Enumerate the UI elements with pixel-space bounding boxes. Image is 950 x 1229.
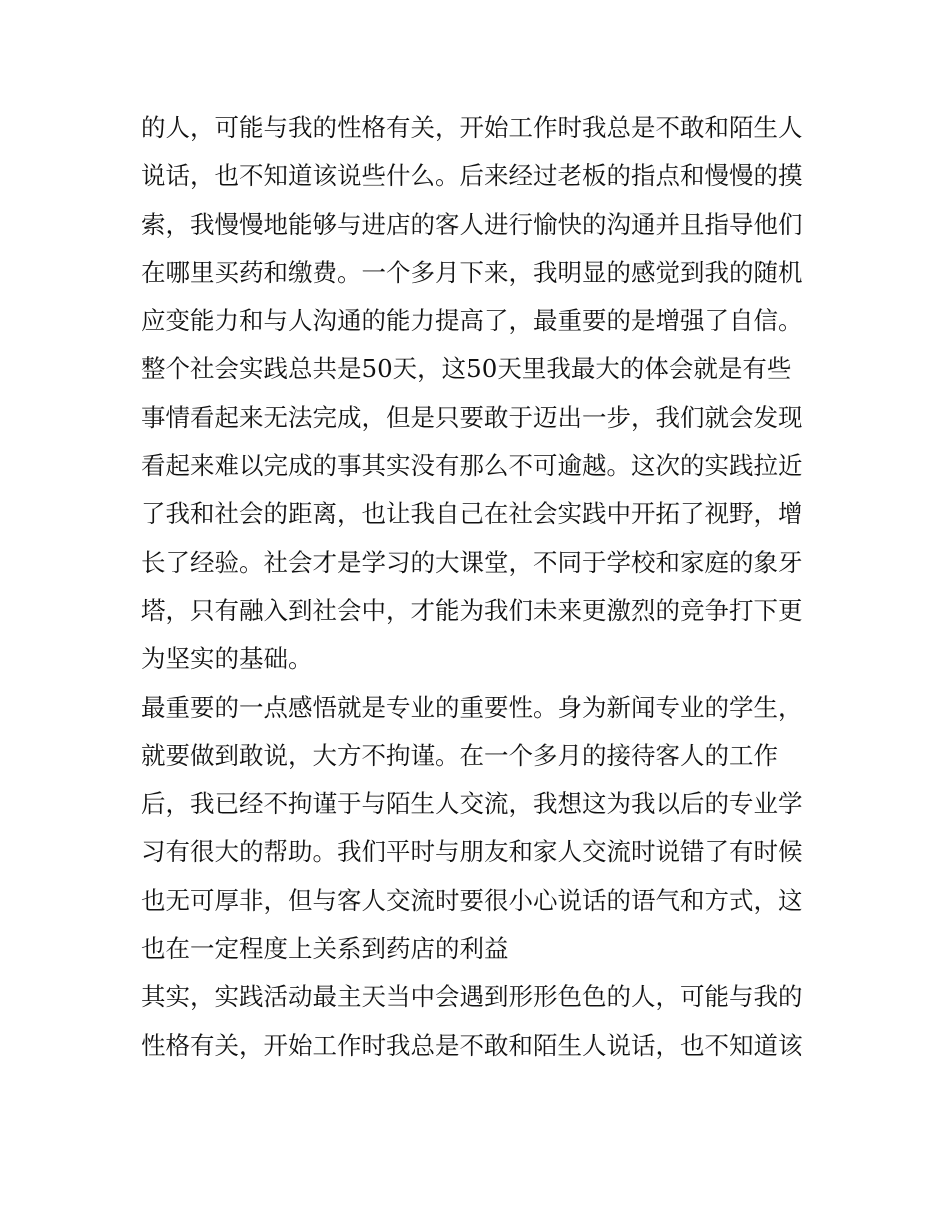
text-line: 后，我已经不拘谨于与陌生人交流，我想这为我以后的专业学	[141, 789, 803, 819]
body-text	[141, 104, 821, 1070]
text-line: 说话，也不知道该说些什么。后来经过老板的指点和慢慢的摸	[141, 161, 803, 191]
text-line: 索，我慢慢地能够与进店的客人进行愉快的沟通并且指导他们	[141, 209, 803, 239]
text-line: 也在一定程度上关系到药店的利益	[141, 934, 509, 964]
text-line: 看起来难以完成的事其实没有那么不可逾越。这次的实践拉近	[141, 451, 803, 481]
text-line: 长了经验。社会才是学习的大课堂，不同于学校和家庭的象牙	[141, 547, 803, 577]
text-line: 应变能力和与人沟通的能力提高了，最重要的是增强了自信。	[141, 306, 803, 336]
text-line: 也无可厚非，但与客人交流时要很小心说话的语气和方式，这	[141, 885, 803, 915]
text-line: 其实，实践活动最主天当中会遇到形形色色的人，可能与我的	[141, 982, 803, 1012]
text-line: 的人，可能与我的性格有关，开始工作时我总是不敢和陌生人	[141, 113, 803, 142]
text-line: 塔，只有融入到社会中，才能为我们未来更激烈的竞争打下更	[141, 595, 803, 625]
text-line: 习有很大的帮助。我们平时与朋友和家人交流时说错了有时候	[141, 837, 803, 867]
text-line: 性格有关，开始工作时我总是不敢和陌生人说话，也不知道该	[141, 1030, 803, 1060]
text-line: 最重要的一点感悟就是专业的重要性。身为新闻专业的学生，	[141, 692, 803, 722]
text-line: 就要做到敢说，大方不拘谨。在一个多月的接待客人的工作	[141, 740, 778, 770]
text-line: 在哪里买药和缴费。一个多月下来，我明显的感觉到我的随机	[141, 257, 803, 287]
text-line: 为坚实的基础。	[141, 644, 313, 674]
text-line: 了我和社会的距离，也让我自己在社会实践中开拓了视野，增	[141, 499, 803, 529]
text-line: 事情看起来无法完成，但是只要敢于迈出一步，我们就会发现	[141, 402, 803, 432]
text-line: 整个社会实践总共是50天，这50天里我最大的体会就是有些	[141, 354, 792, 384]
